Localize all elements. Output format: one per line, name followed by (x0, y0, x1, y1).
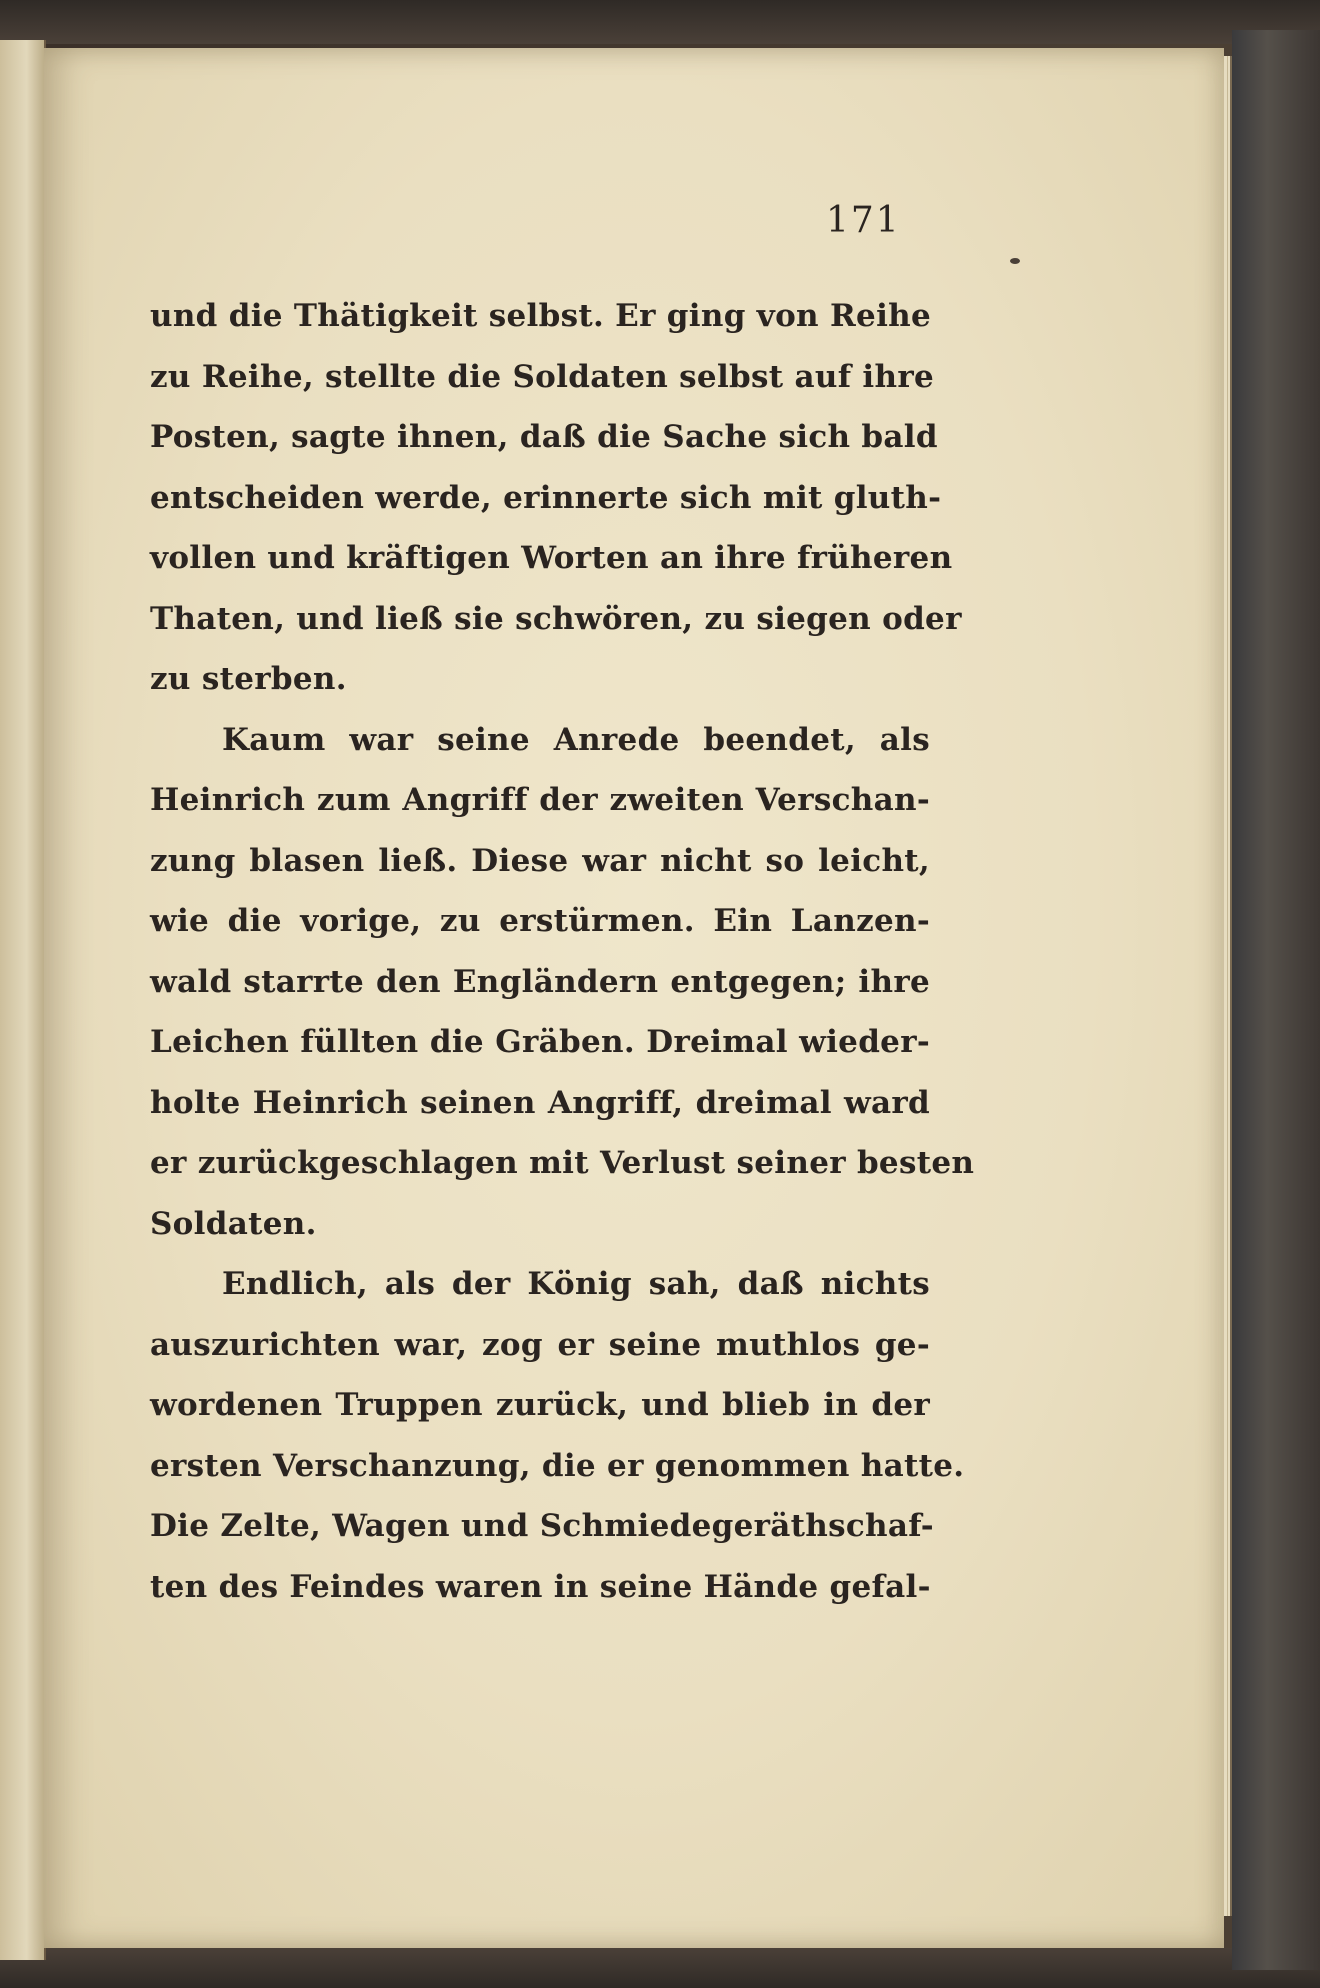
text-line: wie die vorige, zu erstürmen. Ein Lanzen- (150, 903, 930, 939)
previous-page-edge (0, 40, 46, 1960)
text-line: vollen und kräftigen Worten an ihre früheren (150, 540, 953, 576)
text-line: entscheiden werde, erinnerte sich mit gluth- (150, 479, 942, 516)
text-line: ten des Feindes waren in seine Hände gefal- (150, 1568, 931, 1605)
text-line: Kaum war seine Anrede beendet, als (222, 721, 930, 758)
text-line: Heinrich zum Angriff der zweiten Verschan- (150, 782, 930, 818)
text-line: er zurückgeschlagen mit Verlust seiner besten (150, 1145, 975, 1181)
text-line: wordenen Truppen zurück, und blieb in der (150, 1387, 930, 1423)
text-line: Endlich, als der König sah, daß nichts (222, 1266, 930, 1302)
text-line: wald starrte den Engländern entgegen; ihre (150, 963, 930, 1000)
text-line: und die Thätigkeit selbst. Er ging von Reihe (150, 298, 932, 334)
text-line: Die Zelte, Wagen und Schmiedegeräthschaf- (150, 1508, 934, 1544)
text-line: zu sterben. (150, 661, 347, 697)
ink-speck (1010, 258, 1020, 264)
book-cover-right (1232, 30, 1320, 1970)
text-line: holte Heinrich seinen Angriff, dreimal ward (150, 1084, 930, 1121)
text-line: zu Reihe, stellte die Soldaten selbst auf ihre (150, 358, 934, 395)
body-text (150, 286, 975, 1617)
text-line: Soldaten. (150, 1205, 317, 1242)
text-line: zung blasen ließ. Diese war nicht so leicht, (150, 842, 930, 879)
text-line: Posten, sagte ihnen, daß die Sache sich bald (150, 419, 938, 455)
book-cover-top (0, 0, 1320, 44)
text-line: auszurichten war, zog er seine muthlos ge- (150, 1326, 930, 1363)
text-line: ersten Verschanzung, die er genommen hatte. (150, 1447, 965, 1484)
text-line: Leichen füllten die Gräben. Dreimal wieder- (150, 1024, 930, 1060)
book-cover-bottom (0, 1948, 1320, 1988)
text-line: Thaten, und ließ sie schwören, zu siegen oder (150, 600, 962, 637)
page-number: 171 (826, 200, 901, 241)
